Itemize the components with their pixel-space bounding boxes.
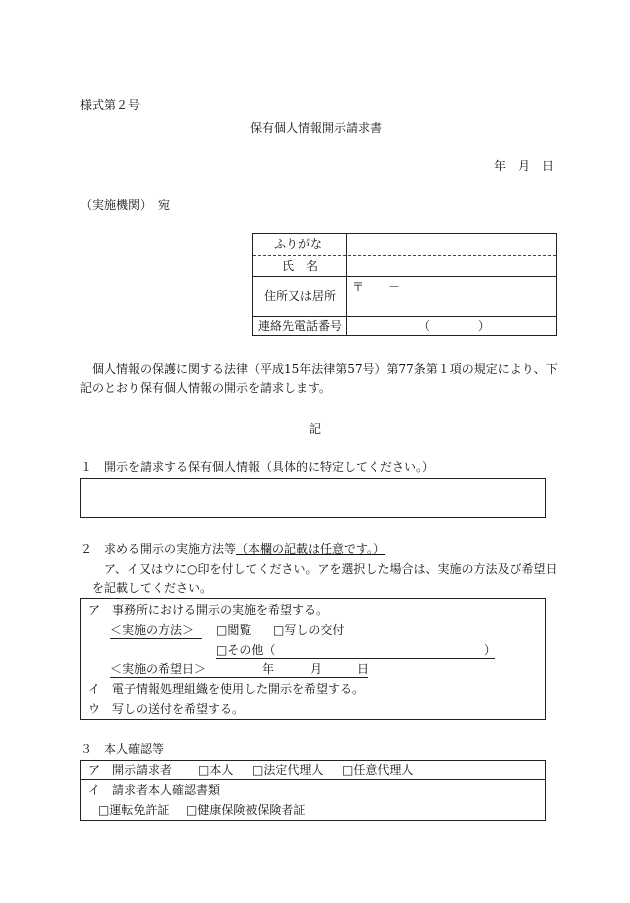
- method-label: ＜実施の方法＞: [110, 623, 195, 637]
- id-docs-label: イ 請求者本人確認書類: [88, 783, 221, 797]
- checkbox-insurance[interactable]: □健康保険被保険者証: [186, 803, 306, 817]
- checkbox-copy[interactable]: □写しの交付: [273, 623, 345, 637]
- checkbox-other[interactable]: □その他（: [216, 643, 276, 657]
- checkbox-voluntary-agent[interactable]: □任意代理人: [342, 763, 414, 777]
- ki-heading: 記: [309, 422, 322, 436]
- addressee: （実施機関） 宛: [80, 198, 171, 212]
- section1-input-box[interactable]: [80, 478, 546, 518]
- section3-heading: ３ 本人確認等: [80, 742, 165, 756]
- requester-type-label: ア 開示請求者: [88, 763, 173, 777]
- section1-heading: １ 開示を請求する保有個人情報（具体的に特定してください。）: [80, 460, 435, 474]
- phone-field[interactable]: （ ）: [418, 319, 491, 333]
- furigana-field[interactable]: [348, 235, 555, 254]
- month-label: 月: [310, 662, 323, 676]
- year-label: 年: [262, 662, 275, 676]
- intro-text-line1: 個人情報の保護に関する法律（平成15年法律第57号）第77条第１項の規定により、下: [92, 362, 558, 376]
- checkbox-legal-agent[interactable]: □法定代理人: [252, 763, 324, 777]
- checkbox-license[interactable]: □運転免許証: [98, 803, 170, 817]
- phone-label: 連絡先電話番号: [258, 319, 343, 333]
- section2-heading-text: ２ 求める開示の実施方法等: [80, 542, 237, 556]
- checkbox-view[interactable]: □閲覧: [216, 623, 252, 637]
- section2-heading-note: （本欄の記載は任意です。）: [236, 542, 386, 556]
- checkbox-self[interactable]: □本人: [198, 763, 234, 777]
- date-line[interactable]: 年 月 日: [494, 159, 555, 173]
- date-label: ＜実施の希望日＞: [110, 662, 207, 676]
- date-input-line[interactable]: [110, 677, 368, 678]
- name-label: 氏 名: [282, 259, 319, 273]
- postal-mark[interactable]: 〒 －: [352, 280, 401, 294]
- intro-text-line2: 記のとおり保有個人情報の開示を請求します。: [80, 381, 332, 395]
- section2-note-line1: ア、イ又はウに○印を付してください。アを選択した場合は、実施の方法及び希望日: [104, 562, 558, 576]
- section2-heading: [80, 543, 385, 555]
- form-number: 様式第２号: [80, 98, 141, 112]
- other-input-line[interactable]: [216, 658, 495, 659]
- name-field[interactable]: [348, 257, 555, 275]
- furigana-label: ふりがな: [274, 237, 323, 251]
- day-label: 日: [357, 662, 370, 676]
- option-a-label[interactable]: ア 事務所における開示の実施を希望する。: [88, 603, 329, 617]
- page-title: 保有個人情報開示請求書: [250, 121, 383, 135]
- section2-note-line2: を記載してください。: [92, 581, 213, 595]
- option-u-label[interactable]: ウ 写しの送付を希望する。: [88, 702, 245, 716]
- address-label: 住所又は居所: [264, 289, 337, 303]
- option-i-label[interactable]: イ 電子情報処理組織を使用した開示を希望する。: [88, 682, 365, 696]
- other-close-paren: ）: [484, 643, 497, 657]
